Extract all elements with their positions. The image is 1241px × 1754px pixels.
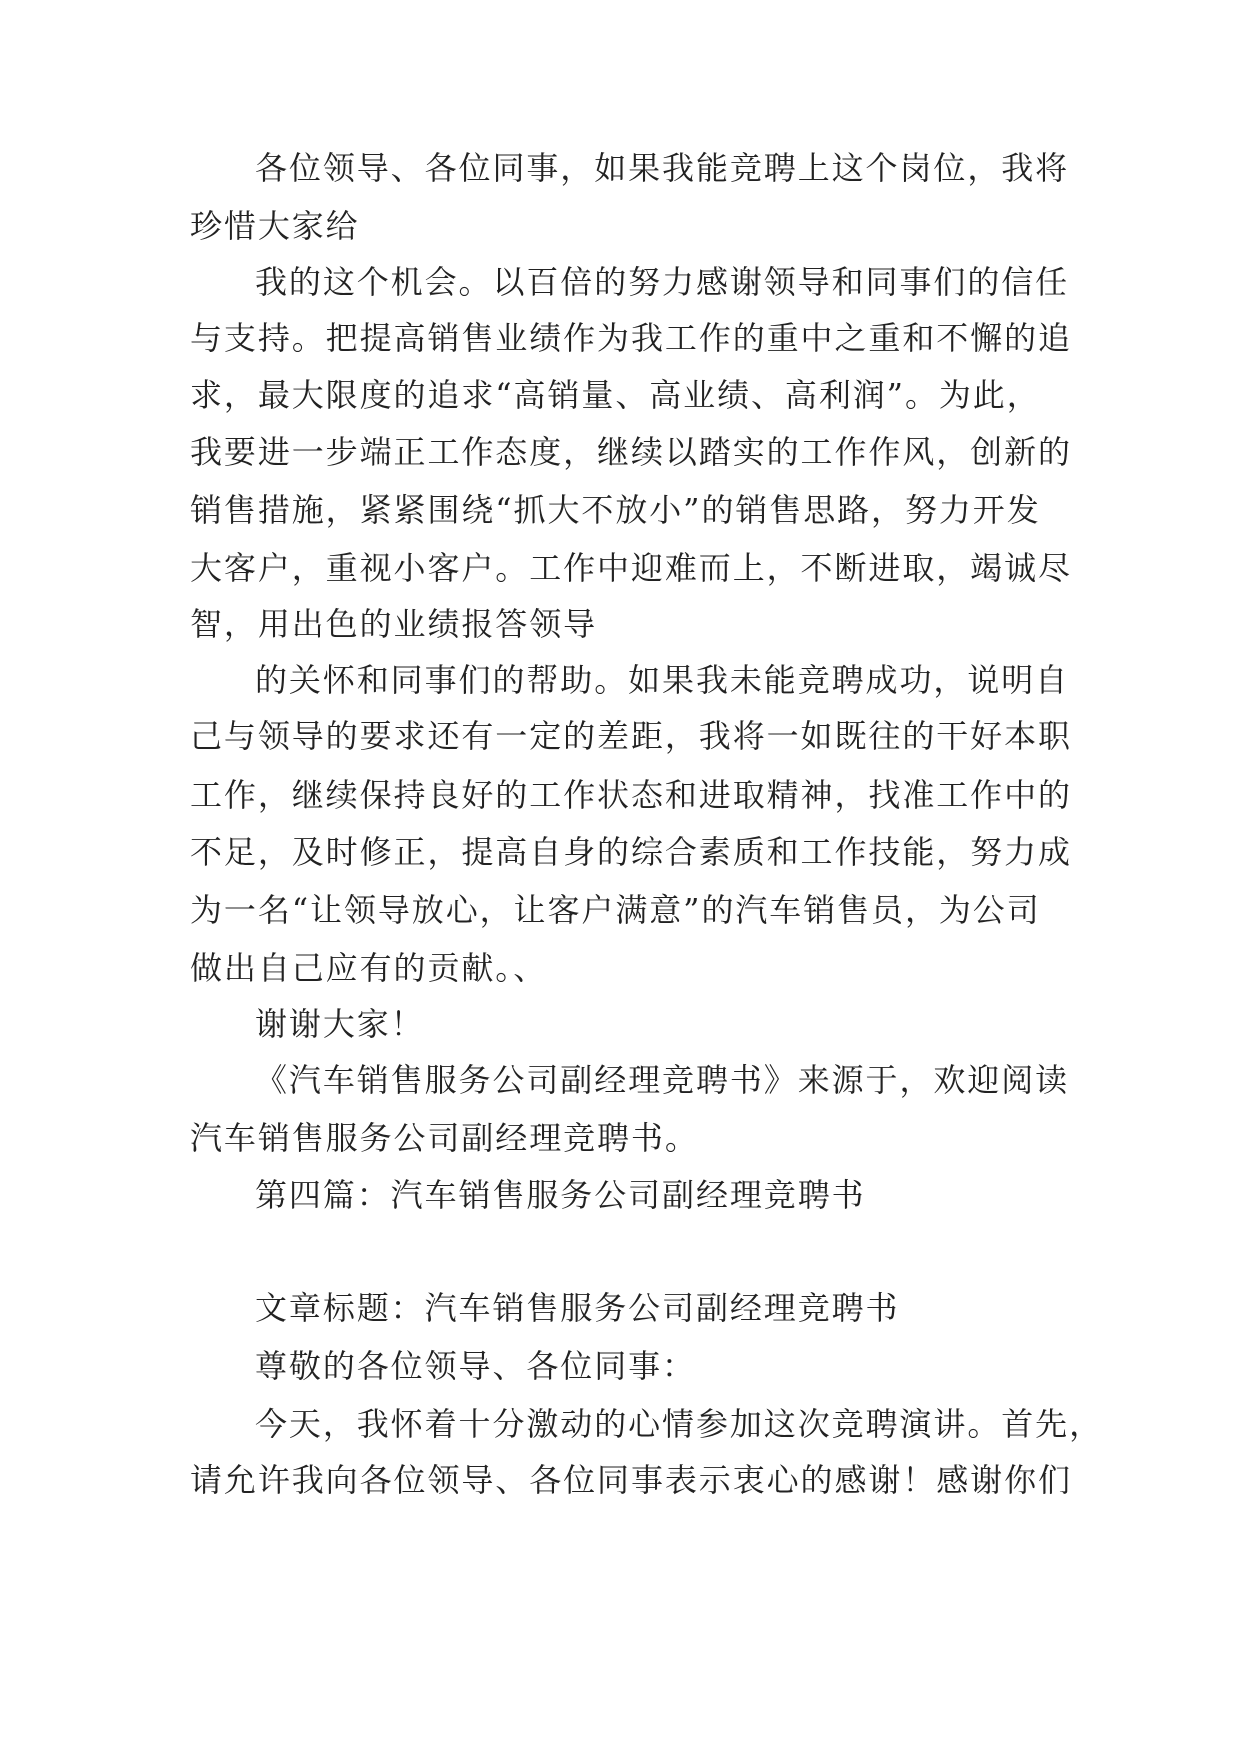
text-line: 今天，我怀着十分激动的心情参加这次竞聘演讲。首先， <box>255 1405 1104 1443</box>
text-line: 己与领导的要求还有一定的差距，我将一如既往的干好本职 <box>190 717 1072 755</box>
text-line: 汽车销售服务公司副经理竞聘书。 <box>190 1119 699 1157</box>
text-line: 大客户，重视小客户。工作中迎难而上，不断进取，竭诚尽 <box>190 549 1072 587</box>
text-line: 不足，及时修正，提高自身的综合素质和工作技能，努力成 <box>190 833 1072 871</box>
text-line: 工作，继续保持良好的工作状态和进取精神，找准工作中的 <box>190 776 1072 814</box>
text-line: 做出自己应有的贡献。、 <box>190 949 548 987</box>
text-line: 销售措施，紧紧围绕“抓大不放小”的销售思路，努力开发 <box>190 491 1041 529</box>
salutation-line: 尊敬的各位领导、各位同事： <box>255 1347 696 1385</box>
article-title-line: 文章标题：汽车销售服务公司副经理竞聘书 <box>255 1289 900 1327</box>
text-line: 为一名“让领导放心，让客户满意”的汽车销售员，为公司 <box>190 891 1041 929</box>
text-line: 与支持。把提高销售业绩作为我工作的重中之重和不懈的追 <box>190 319 1072 357</box>
text-line: 的关怀和同事们的帮助。如果我未能竞聘成功，说明自 <box>255 661 1070 699</box>
text-line: 我的这个机会。以百倍的努力感谢领导和同事们的信任 <box>255 263 1070 301</box>
text-line: 我要进一步端正工作态度，继续以踏实的工作作风，创新的 <box>190 433 1072 471</box>
text-line: 智，用出色的业绩报答领导 <box>190 605 598 643</box>
text-line: 求，最大限度的追求“高销量、高业绩、高利润”。为此， <box>190 376 1041 414</box>
text-line: 各位领导、各位同事，如果我能竞聘上这个岗位，我将 <box>255 149 1070 187</box>
text-line: 请允许我向各位领导、各位同事表示衷心的感谢！感谢你们 <box>190 1461 1072 1499</box>
text-line: 谢谢大家！ <box>255 1005 425 1043</box>
section-heading: 第四篇：汽车销售服务公司副经理竞聘书 <box>255 1176 866 1214</box>
text-line: 《汽车销售服务公司副经理竞聘书》来源于，欢迎阅读 <box>255 1061 1070 1099</box>
text-line: 珍惜大家给 <box>190 207 360 245</box>
